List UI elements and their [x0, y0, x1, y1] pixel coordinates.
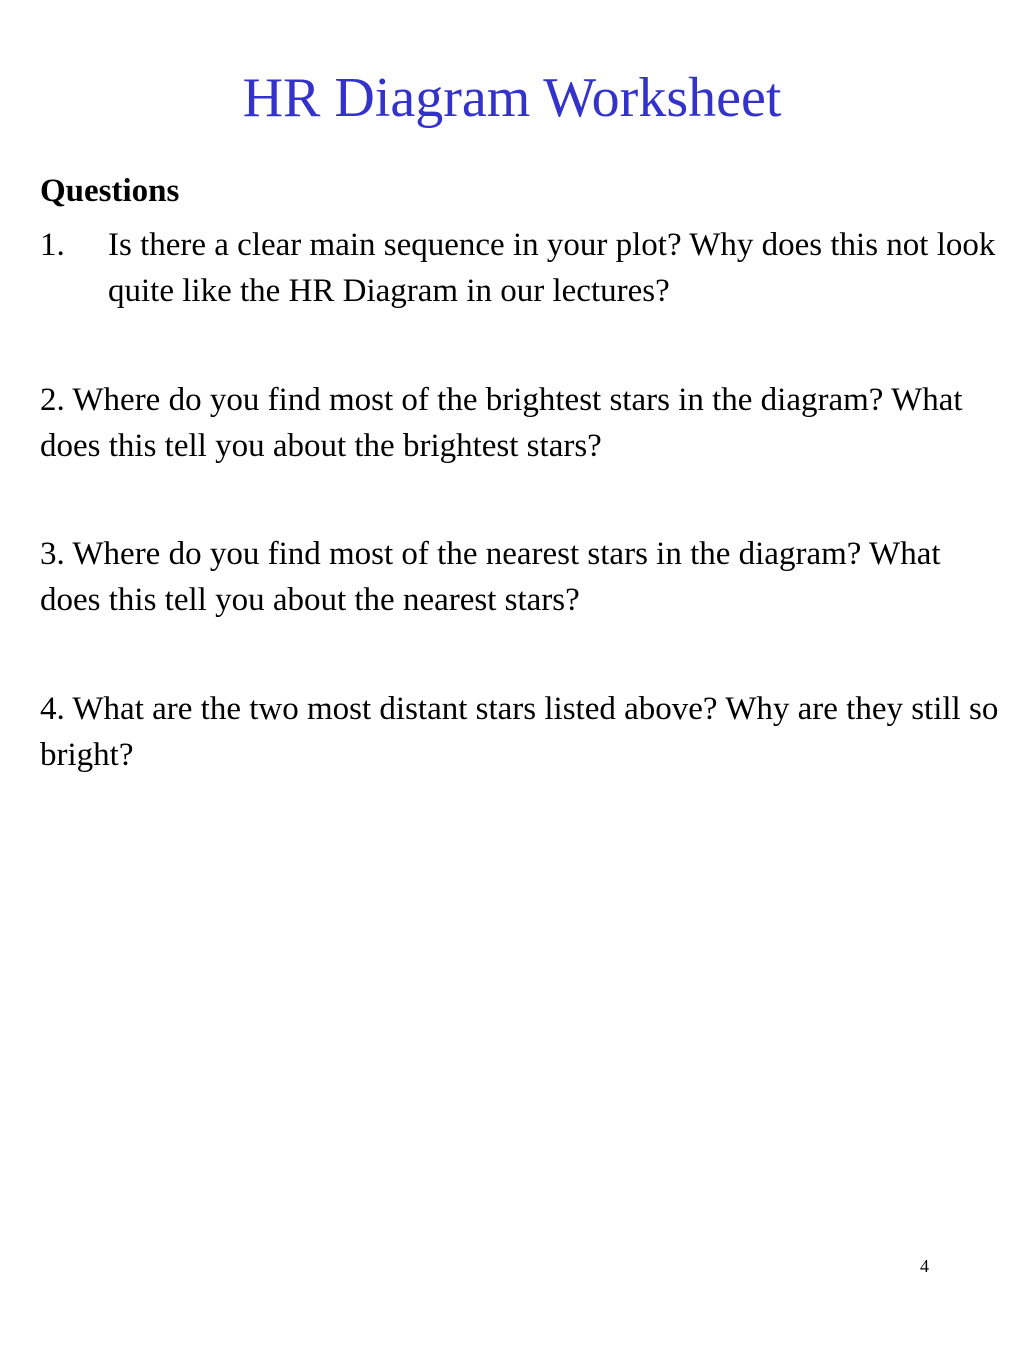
question-1-text: Is there a clear main sequence in your plot? Why does this not look quite like the HR Diagram in our lectures?	[108, 227, 996, 309]
question-4: 4. What are the two most distant stars listed above? Why are they still so bright?	[40, 691, 999, 773]
question-1-number: 1.	[40, 227, 65, 263]
page-title: HR Diagram Worksheet	[242, 67, 782, 129]
questions-heading: Questions	[40, 173, 180, 209]
question-1	[40, 222, 1000, 314]
page-number: 4	[920, 1256, 929, 1276]
question-3: 3. Where do you find most of the nearest stars in the diagram? What does this tell you about the nearest stars?	[40, 536, 941, 618]
question-2: 2. Where do you find most of the brightest stars in the diagram? What does this tell you about the brightest stars?	[40, 382, 963, 464]
